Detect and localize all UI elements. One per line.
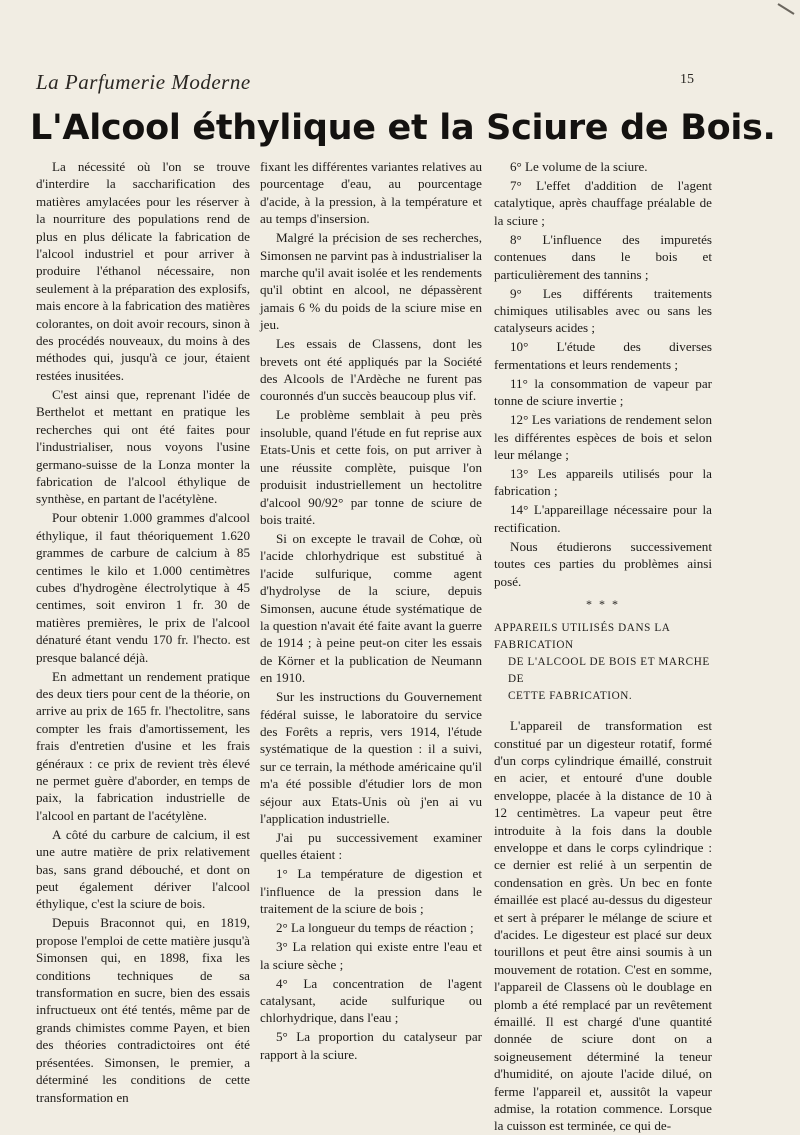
section-divider-stars: * * *	[586, 597, 620, 612]
page-corner-mark	[760, 0, 800, 24]
list-item: 7° L'effet d'addition de l'agent catalytique, après chauffage préalable de la sciure ;	[494, 178, 712, 228]
paragraph: L'appareil de transformation est constitué par un digesteur rotatif, formé d'un corps cylindrique émaillé, construit en acier, et entouré d'une double enveloppe, placée à la distance de 10 à 12 centimètres. La vapeur peut être introduite à la fois dans la double enveloppe et dans le corps cylindrique : ce dernier est relié à un serpentin de condensation en grès. Un bec en fonte émaillée est placé au-dessus du digesteur et sert à préparer le mélange de sciure et d'acides. Le digesteur est placé sur deux tourillons et peut être ainsi soumis à un mouvement de rotation. C'est en somme, l'appareil de Classens où le doublage en plomb a été remplacé par un revêtement émaillé. Il est chargé d'une quantité donnée de sciure dont on a soigneusement déterminé la teneur d'humidité, on ajoute l'acide dilué, on ferme l'appareil et, aussitôt la vapeur admise, la rotation commence. Lorsque la cuisson est terminée, ce qui de-	[494, 718, 712, 1134]
paragraph: En admettant un rendement pratique des deux tiers pour cent de la théorie, on arrive au prix de 165 fr. l'hectolitre, sans compter les frais d'amortissement, les frais d'entretien d'usine et les frais généraux : ce prix de revient très élevé ne permet guère d'aborder, en temps de paix, la fabrication industrielle de l'alcool en partant de l'acétylène.	[36, 668, 250, 823]
list-item: 3° La relation qui existe entre l'eau et la sciure sèche ;	[260, 939, 482, 972]
paragraph: fixant les différentes variantes relatives au pourcentage d'eau, au pourcentage d'acide, à la pression, à la température et au temps d'insersion.	[260, 159, 482, 227]
text-column-3	[494, 158, 712, 1134]
running-head: La Parfumerie Moderne	[36, 70, 251, 94]
paragraph: Malgré la précision de ses recherches, Simonsen ne parvint pas à industrialiser la marche qu'il avait isolée et les rendements qu'il obtint en alcool, ne dépassèrent jamais 6 % du poids de la sciure mise en jeu.	[260, 230, 482, 333]
list-item: 6° Le volume de la sciure.	[510, 159, 648, 174]
paragraph: Si on excepte le travail de Cohœ, où l'acide chlorhydrique est substitué à l'acide sulfurique, comme agent d'hydrolyse de la sciure, depuis Simonsen, aucune étude systématique de la question n'avait été faite avant la guerre de 1914 ; à peine peut-on citer les essais de Körner et la publication de Neumann en 1910.	[260, 530, 482, 686]
list-item: 13° Les appareils utilisés pour la fabrication ;	[494, 466, 712, 499]
paragraph: Nous étudierons successivement toutes ces parties du problèmes ainsi posé.	[494, 538, 712, 589]
paragraph: Les essais de Classens, dont les brevets ont été appliqués par la Société des Alcools de l'Ardèche ne furent pas couronnés d'un succès beaucoup plus vif.	[260, 336, 482, 404]
paragraph: La nécessité où l'on se trouve d'interdire la saccharification des matières amylacées pour les réserver à la nourriture des populations rend de plus en plus délicate la fabrication de l'alcool industriel et pour arriver à produire l'éthanol nécessaire, non seulement à la préparation des explosifs, mais encore à la fabrication des matières colorantes, on doit avoir recours, sinon à des procédés nouveaux, du moins à des méthodes qui, jusqu'à ce jour, étaient restées inusitées.	[36, 159, 250, 383]
list-item: 9° Les différents traitements chimiques utilisables avec ou sans les catalyseurs acides ;	[494, 285, 712, 336]
section-heading-line: CETTE FABRICATION.	[508, 690, 633, 703]
list-item: 10° L'étude des diverses fermentations et leurs rendements ;	[494, 339, 712, 372]
section-heading-line: DE L'ALCOOL DE BOIS ET MARCHE DE	[508, 656, 710, 686]
list-item: 14° L'appareillage nécessaire pour la rectification.	[494, 502, 712, 535]
list-item: 4° La concentration de l'agent catalysant, acide sulfurique ou chlorhydrique, dans l'eau ;	[260, 975, 482, 1026]
page-number: 15	[680, 72, 694, 87]
list-item: 12° Les variations de rendement selon les différentes espèces de bois et selon leur mélange ;	[494, 412, 712, 463]
text-column-2	[260, 158, 482, 1062]
paragraph: Sur les instructions du Gouvernement fédéral suisse, le laboratoire du service des Forêts a repris, vers 1914, l'étude systématique de la question : il a suivi, sur ce terrain, la méthode américaine qu'il m'a été possible d'étudier lors de mon séjour aux Etats-Unis où j'en ai vu l'application industrielle.	[260, 689, 482, 826]
article-title: L'Alcool éthylique et la Sciure de Bois.	[30, 108, 776, 148]
list-item: 5° La proportion du catalyseur par rapport à la sciure.	[260, 1029, 482, 1062]
paragraph: J'ai pu successivement examiner quelles étaient :	[260, 830, 482, 863]
list-item: 2° La longueur du temps de réaction ;	[276, 920, 474, 936]
paragraph: Depuis Braconnot qui, en 1819, propose l'emploi de cette matière jusqu'à Simonsen qui, en 1898, fixa les conditions techniques de sa transformation en sucre, bien des essais infructueux ont été tentés, même par de grands chimistes comme Payen, et bien des théories contradictoires ont été présentées. Simonsen, le premier, a déterminé les conditions de cette transformation en	[36, 915, 250, 1105]
paragraph: C'est ainsi que, reprenant l'idée de Berthelot et mettant en pratique les recherches qui ont été faites pour l'industrialiser, nous voyons l'usine germano-suisse de la Lonza monter la fabrication de l'alcool éthylique de synthèse, en partant de l'acétylène.	[36, 386, 250, 507]
paragraph: Pour obtenir 1.000 grammes d'alcool éthylique, il faut théoriquement 1.620 grammes de carbure de calcium à 85 centimes le kilo et 1.000 centimètres cubes d'hydrogène électrolytique à 45 centimes, soit environ 1 fr. 30 de matières premières, le prix de l'alcool dénaturé étant vendu 170 fr. l'hecto. est presque balancé déjà.	[36, 510, 250, 665]
text-column-1	[36, 158, 250, 1105]
section-heading	[494, 620, 712, 705]
list-item: 11° la consommation de vapeur par tonne de sciure invertie ;	[494, 375, 712, 409]
list-item: 1° La température de digestion et l'influence de la pression dans le traitement de la sciure de bois ;	[260, 866, 482, 917]
paragraph: A côté du carbure de calcium, il est une autre matière de prix relativement bas, sans grand débouché, et dont on peut également dériver l'alcool éthylique, c'est la sciure de bois.	[36, 826, 250, 912]
list-item: 8° L'influence des impuretés contenues dans le bois et particulièrement des tannins ;	[494, 231, 712, 282]
section-heading-line: APPAREILS UTILISÉS DANS LA FABRICATION	[494, 622, 670, 652]
paragraph: Le problème semblait à peu près insoluble, quand l'étude en fut reprise aux Etats-Unis et cette fois, on put arriver à une réussite complète, puisque l'on produisit industriellement un hectolitre d'alcool 90/92° par tonne de sciure de bois traité.	[260, 407, 482, 527]
